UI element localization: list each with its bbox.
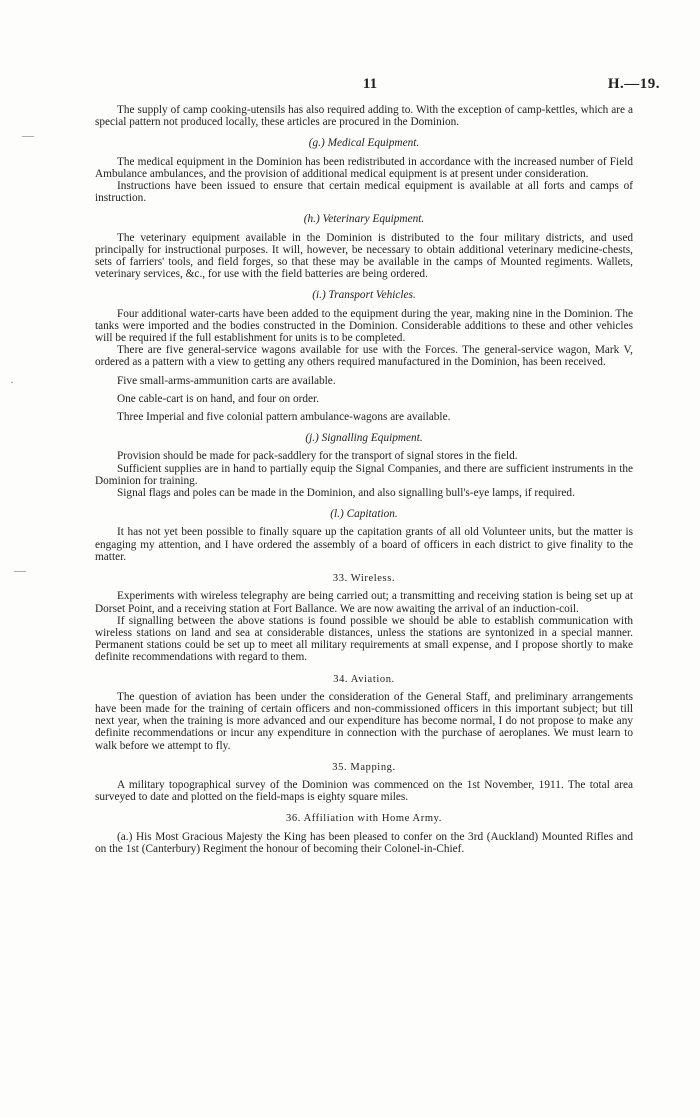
- paragraph: The veterinary equipment available in the Dominion is distributed to the four military districts, and used principally for instructional purposes. It will, however, be necessary to obtain additional veterinary medicine-chests, sets of farriers' tools, and field forges, so that these may be available in the camps of Mounted regiments. Wallets, veterinary services, &c., for use with the field batteries are being ordered.: [95, 231, 633, 281]
- margin-mark: ·: [10, 375, 14, 389]
- section-heading: (h.) Veterinary Equipment.: [303, 213, 425, 226]
- page-number: 11: [362, 76, 378, 92]
- page-header: [0, 76, 700, 96]
- document-body: [95, 104, 633, 855]
- paragraph: Instructions have been issued to ensure that certain medical equipment is available at all forts and camps of instruction.: [95, 180, 633, 205]
- section-heading: 33. Wireless.: [332, 573, 396, 585]
- paragraph: Experiments with wireless telegraphy are being carried out; a transmitting and receiving station is being set up at Dorset Point, and a receiving station at Fort Ballance. We are now awaiting the arrival of an induction-coil.: [95, 590, 633, 615]
- paragraph: It has not yet been possible to finally square up the capitation grants of all old Volunteer units, but the matter is engaging my attention, and I have ordered the assembly of a board of officers in each district to give finality to the matter.: [95, 526, 633, 563]
- paragraph: Sufficient supplies are in hand to partially equip the Signal Companies, and there are sufficient instruments in the Dominion for training.: [95, 462, 633, 487]
- paragraph: The supply of camp cooking-utensils has also required adding to. With the exception of camp-kettles, which are a special pattern not produced locally, these articles are procured in the Dominion.: [95, 104, 633, 129]
- section-heading: 36. Affiliation with Home Army.: [286, 813, 442, 825]
- section-heading: (j.) Signalling Equipment.: [305, 432, 423, 445]
- paragraph: Three Imperial and five colonial pattern ambulance-wagons are available.: [117, 411, 451, 424]
- paragraph: (a.) His Most Gracious Majesty the King has been pleased to confer on the 3rd (Auckland) Mounted Rifles and on the 1st (Canterbury) Regiment the honour of becoming their Colonel-in-Chief.: [95, 830, 633, 855]
- section-heading: (g.) Medical Equipment.: [308, 137, 420, 150]
- paragraph: One cable-cart is on hand, and four on order.: [117, 392, 320, 405]
- section-heading: (l.) Capitation.: [330, 508, 398, 521]
- paragraph: The question of aviation has been under the consideration of the General Staff, and preliminary arrangements have been made for the training of certain officers and non-commissioned officers in this important subject; but till next year, when the training is more advanced and our expenditure has become normal, I do not propose to make any definite recommendations or incur any expenditure in connection with the purchase of aeroplanes. We must learn to walk before we attempt to fly.: [95, 690, 633, 752]
- section-heading: 34. Aviation.: [333, 673, 395, 685]
- section-heading: 35. Mapping.: [332, 761, 396, 773]
- document-reference: H.—19.: [607, 76, 660, 92]
- paragraph: A military topographical survey of the Dominion was commenced on the 1st November, 1911. The total area surveyed to date and plotted on the field-maps is eighty square miles.: [95, 778, 633, 804]
- paragraph: If signalling between the above stations is found possible we should be able to establish communication with wireless stations on land and sea at considerable distances, unless the stations are syntonized in a special manner. Permanent stations could be set up to meet all military requirements at small expense, and I propose shortly to make definite recommendations with regard to them.: [95, 614, 633, 664]
- paragraph: Provision should be made for pack-saddlery for the transport of signal stores in the field.: [117, 450, 518, 463]
- margin-mark: —: [22, 128, 34, 142]
- paragraph: Four additional water-carts have been added to the equipment during the year, making nine in the Dominion. The tanks were imported and the bodies constructed in the Dominion. Considerable additions to these and other vehicles will be required if the full establishment for units is to be completed.: [95, 307, 633, 345]
- paragraph: Signal flags and poles can be made in the Dominion, and also signalling bull's-eye lamps, if required.: [117, 487, 575, 500]
- paragraph: Five small-arms-ammunition carts are available.: [117, 374, 336, 387]
- section-heading: (i.) Transport Vehicles.: [312, 289, 416, 302]
- margin-mark: —: [14, 563, 26, 577]
- paragraph: There are five general-service wagons available for use with the Forces. The general-service wagon, Mark V, ordered as a pattern with a view to getting any others required manufactured in the Dominion, has been received.: [95, 344, 633, 369]
- paragraph: The medical equipment in the Dominion has been redistributed in accordance with the increased number of Field Ambulance ambulances, and the provision of additional medical equipment is at present under consideration.: [95, 155, 633, 180]
